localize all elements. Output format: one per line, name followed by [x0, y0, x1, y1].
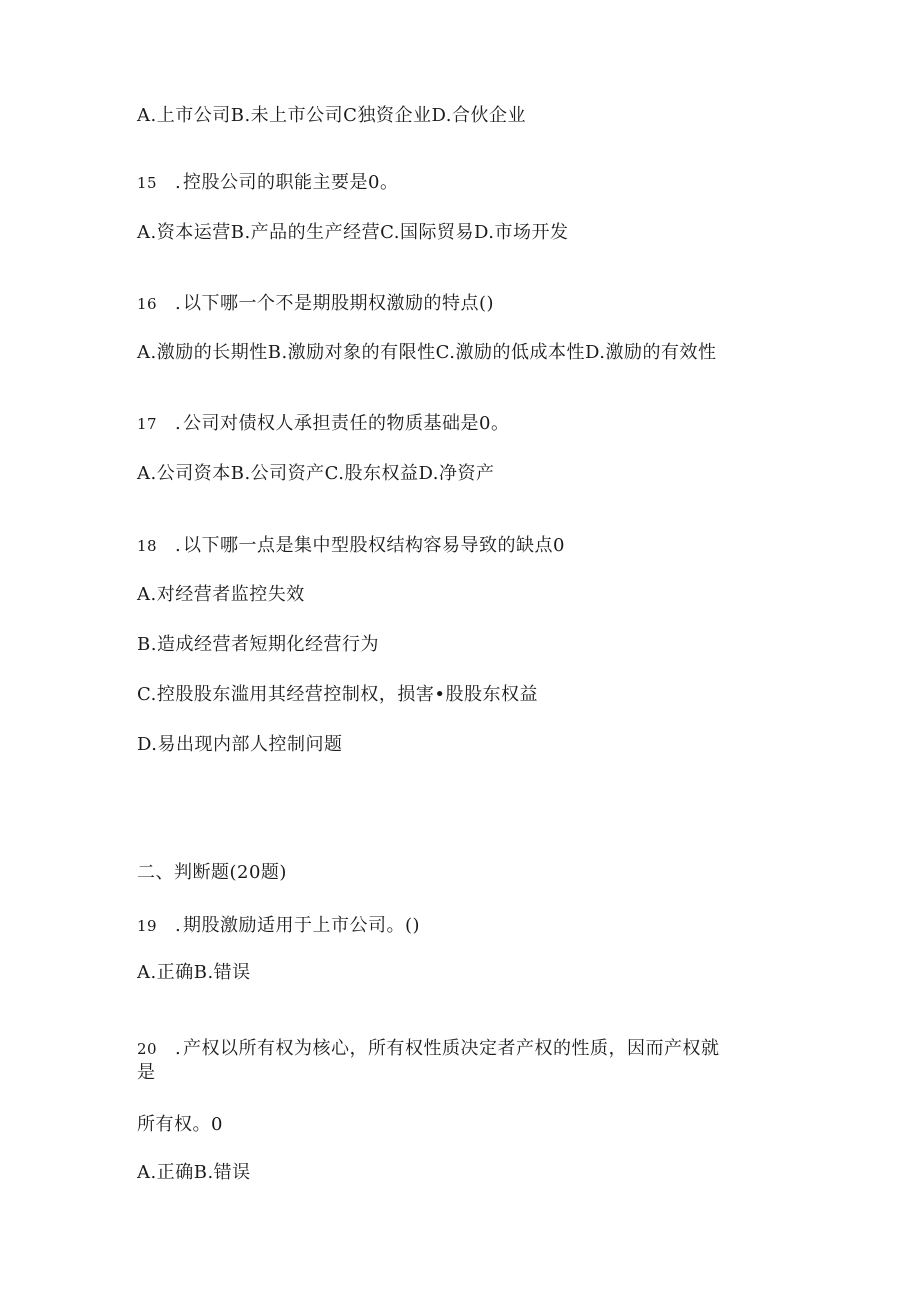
question-dot: .	[175, 413, 182, 434]
option-text: C.控股股东滥用其经营控制权，损害•股股东权益	[137, 684, 538, 705]
option-text: A.正确B.错误	[137, 1162, 251, 1183]
question-number: 16	[137, 295, 158, 313]
option-text: A.资本运营B.产品的生产经营C.国际贸易D.市场开发	[137, 222, 569, 243]
question-text: 以下哪一点是集中型股权结构容易导致的缺点0	[183, 535, 565, 556]
continuation-text: 是	[137, 1062, 156, 1083]
question-17	[137, 413, 509, 435]
question-dot: .	[175, 1038, 182, 1059]
question-number: 17	[137, 415, 158, 433]
question-number: 20	[137, 1040, 158, 1058]
option-line	[137, 962, 251, 984]
question-20-continuation	[137, 1114, 223, 1136]
question-text: 控股公司的职能主要是0。	[183, 172, 399, 193]
question-text: 公司对债权人承担责任的物质基础是0。	[183, 413, 510, 434]
option-text: A.对经营者监控失效	[137, 584, 305, 605]
question-dot: .	[175, 293, 182, 314]
option-text: D.易出现内部人控制问题	[137, 734, 343, 755]
question-text: 期股激励适用于上市公司。()	[183, 915, 421, 936]
question-16	[137, 293, 494, 315]
section-title: 二、判断题(20题)	[137, 862, 287, 883]
option-text: A.正确B.错误	[137, 962, 251, 983]
question-dot: .	[175, 535, 182, 556]
question-number: 18	[137, 537, 158, 555]
option-line	[137, 342, 717, 364]
option-text: A.上市公司B.未上市公司C独资企业D.合伙企业	[137, 105, 526, 126]
question-20	[137, 1038, 720, 1060]
question-dot: .	[175, 915, 182, 936]
option-text: A.激励的长期性B.激励对象的有限性C.激励的低成本性D.激励的有效性	[137, 342, 717, 363]
option-line	[137, 222, 569, 244]
question-number: 15	[137, 174, 158, 192]
option-line	[137, 463, 495, 485]
option-text: B.造成经营者短期化经营行为	[137, 634, 379, 655]
question-15	[137, 172, 398, 194]
question-text: 产权以所有权为核心，所有权性质决定者产权的性质，因而产权就	[183, 1038, 720, 1059]
continuation-text: 所有权。0	[137, 1114, 223, 1135]
option-line	[137, 684, 538, 706]
question-18	[137, 535, 565, 557]
section-heading	[137, 862, 287, 884]
question-number: 19	[137, 917, 158, 935]
question-20-continuation	[137, 1062, 156, 1084]
question-dot: .	[175, 172, 182, 193]
option-line	[137, 584, 305, 606]
option-line	[137, 105, 526, 127]
question-text: 以下哪一个不是期股期权激励的特点()	[183, 293, 495, 314]
option-line	[137, 634, 379, 656]
option-line	[137, 1162, 251, 1184]
option-line	[137, 734, 343, 756]
option-text: A.公司资本B.公司资产C.股东权益D.净资产	[137, 463, 495, 484]
question-19	[137, 915, 420, 937]
